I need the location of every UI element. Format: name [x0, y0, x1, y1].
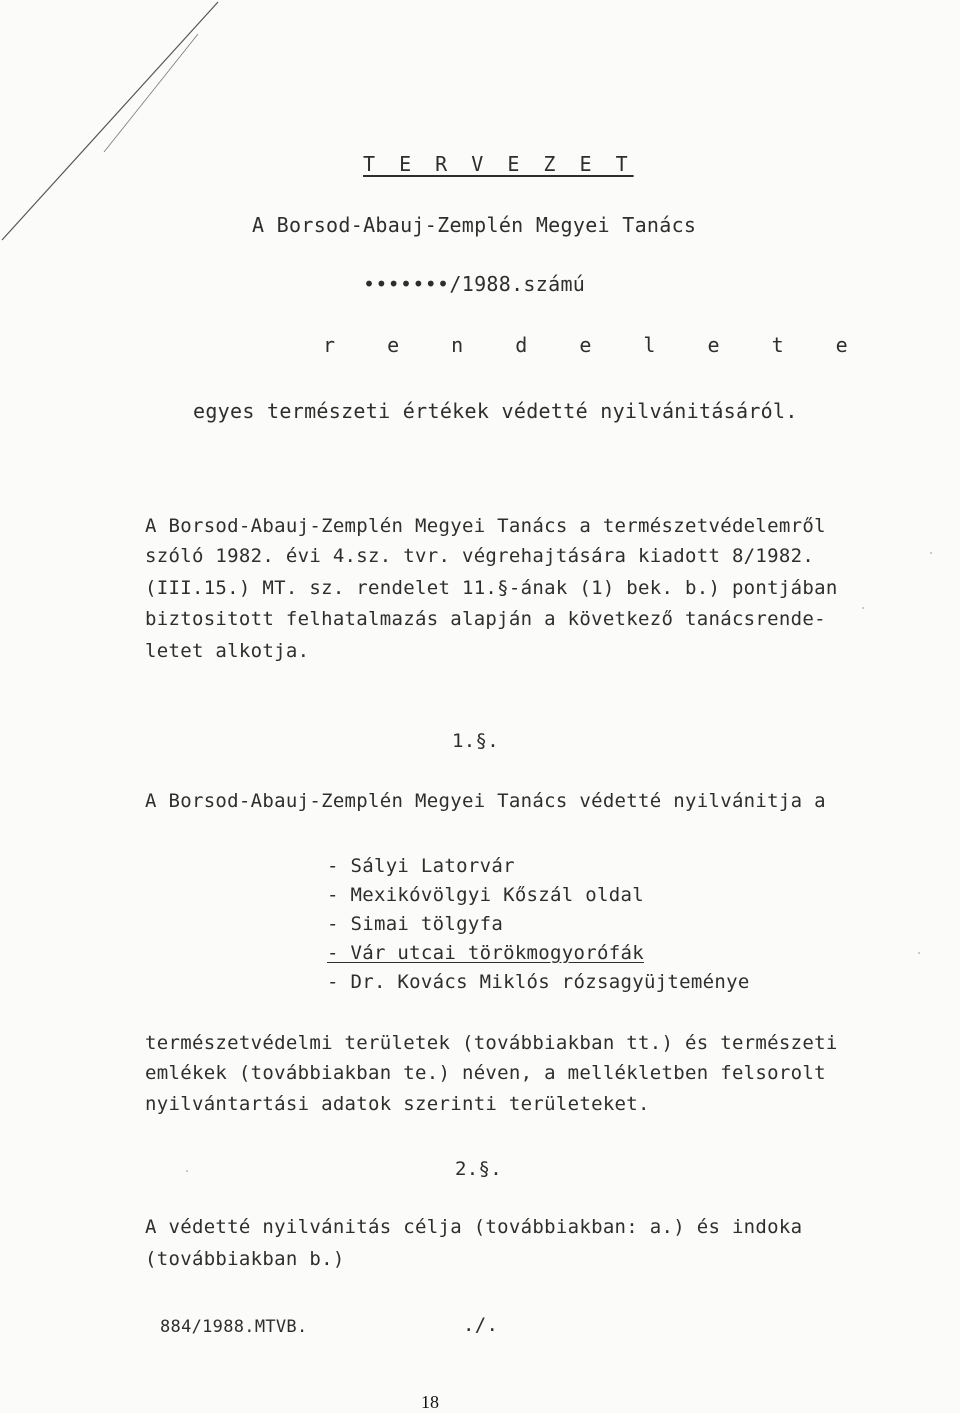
preamble-line: (III.15.) MT. sz. rendelet 11.§-ának (1) bek. b.) pontjában: [145, 577, 838, 599]
scan-speck: [862, 607, 864, 609]
section-1-body-line: emlékek (továbbiakban te.) néven, a mellékletben felsorolt: [145, 1062, 826, 1084]
section-1-body-line: természetvédelmi területek (továbbiakban tt.) és természeti: [145, 1032, 838, 1054]
continuation-mark: ./.: [463, 1314, 499, 1336]
preamble-line: biztositott felhatalmazás alapján a következő tanácsrende-: [145, 608, 826, 630]
section-2-body-line: (továbbiakban b.): [145, 1248, 345, 1270]
scan-speck: [930, 552, 932, 554]
section-2-body-line: A védetté nyilvánitás célja (továbbiakban: a.) és indoka: [145, 1216, 803, 1238]
protected-item: - Sályi Latorvár: [327, 855, 515, 877]
protected-item: - Simai tölgyfa: [327, 913, 504, 935]
section-1-body-line: nyilvántartási adatok szerinti területeket.: [145, 1093, 650, 1115]
page-number: 18: [421, 1392, 439, 1412]
scan-speck: [186, 1170, 188, 1172]
preamble-line: letet alkotja.: [145, 640, 310, 662]
section-1-intro: A Borsod-Abauj-Zemplén Megyei Tanács védetté nyilvánitja a: [145, 790, 826, 812]
section-2-heading: 2.§.: [455, 1158, 502, 1180]
section-1-heading: 1.§.: [452, 730, 499, 752]
scan-speck: [918, 952, 920, 954]
preamble-line: A Borsod-Abauj-Zemplén Megyei Tanács a természetvédelemről: [145, 515, 826, 537]
protected-item: - Dr. Kovács Miklós rózsagyüjteménye: [327, 971, 750, 993]
decree-number: •••••••/1988.számú: [363, 272, 586, 296]
decree-type: r e n d e l e t e: [323, 333, 868, 357]
reference-number: 884/1988.MTVB.: [160, 1317, 308, 1337]
decree-subject: egyes természeti értékek védetté nyilvánitásáról.: [193, 399, 798, 423]
preamble-line: szóló 1982. évi 4.sz. tvr. végrehajtására kiadott 8/1982.: [145, 545, 815, 567]
issuer-line: A Borsod-Abauj-Zemplén Megyei Tanács: [252, 213, 697, 237]
protected-item: - Vár utcai törökmogyorófák: [327, 942, 644, 964]
protected-item: - Mexikóvölgyi Kőszál oldal: [327, 884, 644, 906]
document-title: T E R V E Z E T: [363, 152, 634, 176]
